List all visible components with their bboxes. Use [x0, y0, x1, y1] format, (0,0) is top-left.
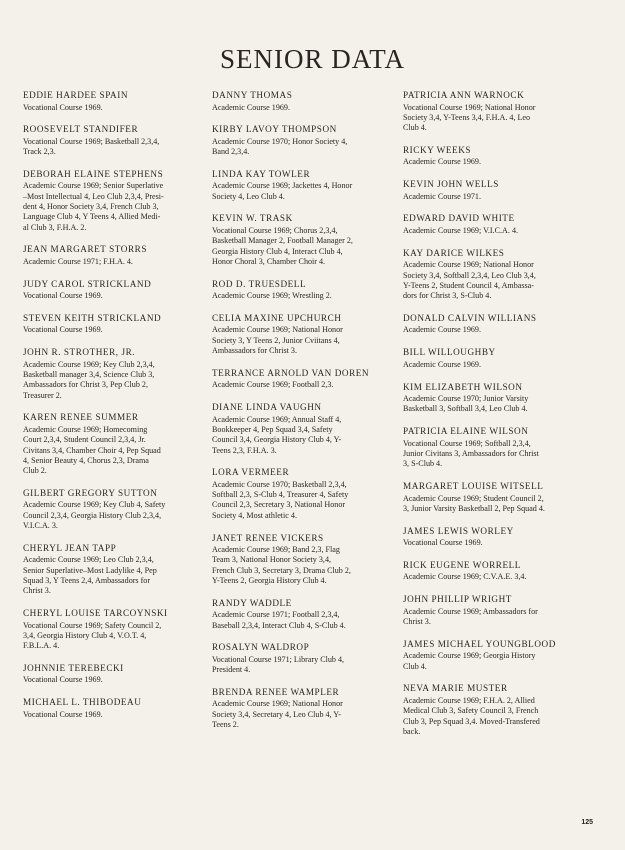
senior-name: EDDIE HARDEE SPAIN [23, 90, 129, 100]
senior-name: ROOSEVELT STANDIFER [23, 124, 139, 135]
senior-entry [23, 244, 213, 267]
senior-details: Vocational Course 1969. [403, 538, 483, 548]
senior-details: Academic Course 1969. [403, 359, 481, 369]
senior-name: RICKY WEEKS [403, 144, 472, 155]
senior-details: Academic Course 1969; Jackettes 4, Honor Society 4, Leo Club 4. [212, 181, 353, 201]
senior-name: DEBORAH ELAINE STEPHENS [23, 168, 164, 179]
senior-details: Academic Course 1970; Junior Varsity Basketball 3, Softball 3,4, Leo Club 4. [403, 394, 529, 414]
page-title: SENIOR DATA [219, 44, 406, 74]
senior-details: Vocational Course 1969; National Honor Society 3,4, Y-Teens 3,4, F.H.A. 4, Leo Club 4. [403, 102, 536, 133]
senior-name: RICK EUGENE WORRELL [403, 559, 521, 570]
senior-details: Academic Course 1969; Key Club 2,3,4, Basketball manager 3,4, Science Club 3, Ambassadors for Christ 3, Pep Club 2, Treasurer 2. [23, 359, 155, 400]
senior-entry [403, 683, 608, 737]
senior-entry [23, 608, 213, 651]
senior-details: Academic Course 1969; Key Club 4, Safety Council 2,3,4, Georgia History Club 2,3,4, V.I.C.A. 3. [23, 500, 166, 531]
senior-entry [212, 642, 402, 675]
senior-entry [23, 412, 213, 476]
senior-entry [403, 560, 608, 583]
senior-entry [403, 145, 608, 168]
senior-details: Academic Course 1971; F.H.A. 4. [23, 256, 133, 266]
senior-name: JOHN PHILLIP WRIGHT [403, 594, 512, 605]
senior-details: Academic Course 1969; Homecoming Court 2,3,4, Student Council 2,3,4, Jr. Civitans 3,4, Chamber Choir 4, Pep Squad 4, Senior Beauty 4, Chorus 2,3, Drama Club 2. [23, 424, 161, 476]
senior-entry [403, 213, 608, 236]
senior-entry [23, 124, 213, 157]
senior-details: Vocational Course 1969. [23, 291, 103, 301]
senior-details: Vocational Course 1969; Safety Council 2, 3,4, Georgia History Club 4, V.O.T. 4, F.B.L.A. 4. [23, 620, 162, 651]
senior-name: ROSALYN WALDROP [212, 642, 310, 653]
senior-details: Academic Course 1969; Wrestling 2. [212, 291, 332, 301]
senior-name: NEVA MARIE MUSTER [403, 683, 508, 694]
senior-name: JAMES LEWIS WORLEY [403, 525, 514, 536]
senior-details: Vocational Course 1969. [23, 675, 103, 685]
senior-entry [403, 382, 608, 415]
column-2 [212, 90, 402, 742]
senior-details: Vocational Course 1971; Library Club 4, President 4. [212, 654, 345, 675]
senior-details: Academic Course 1969; Annual Staff 4, Bookkeeper 4, Pep Squad 3,4, Safety Council 3,4, Georgia History Club 4, Y- Teens 2,3, F.H.A. 3. [212, 414, 342, 455]
senior-entry [23, 697, 213, 720]
senior-details: Academic Course 1969; F.H.A. 2, Allied Medical Club 3, Safety Council 3, French Club 3, Pep Squad 3,4. Moved-Transfered back. [403, 695, 540, 736]
senior-entry [23, 90, 213, 113]
senior-name: JAMES MICHAEL YOUNGBLOOD [403, 638, 556, 649]
senior-entry [403, 426, 608, 469]
senior-entry [212, 90, 402, 113]
senior-details: Academic Course 1969; C.V.A.E. 3,4. [403, 572, 527, 582]
senior-entry [212, 402, 402, 456]
senior-entry [212, 213, 402, 267]
senior-name: DIANE LINDA VAUGHN [212, 402, 322, 413]
senior-name: BILL WILLOUGHBY [403, 347, 496, 358]
senior-entry [403, 248, 608, 302]
senior-details: Academic Course 1969; National Honor Society 3, Y Teens 2, Junior Cviitans 4, Ambassadors for Christ 3. [212, 325, 343, 356]
senior-name: ROD D. TRUESDELL [212, 278, 307, 289]
senior-name: PATRICIA ANN WARNOCK [403, 90, 525, 100]
senior-details: Academic Course 1969; V.I.C.A. 4. [403, 225, 519, 235]
senior-entry [212, 467, 402, 521]
senior-entry [23, 543, 213, 597]
senior-details: Academic Course 1969. [403, 157, 481, 167]
senior-details: Academic Course 1970; Honor Society 4, Band 2,3,4. [212, 136, 348, 157]
senior-name: MICHAEL L. THIBODEAU [23, 697, 142, 708]
senior-details: Vocational Course 1969; Softball 2,3,4, Junior Civitans 3, Ambassadors for Christ 3, S-Club 4. [403, 438, 539, 469]
senior-name: CHERYL LOUISE TARCOYNSKI [23, 608, 168, 619]
senior-name: LORA VERMEER [212, 467, 290, 478]
senior-entry [23, 347, 213, 401]
senior-name: CELIA MAXINE UPCHURCH [212, 312, 342, 323]
senior-details: Academic Course 1969. [212, 102, 290, 112]
senior-details: Academic Course 1971. [403, 191, 481, 201]
senior-details: Academic Course 1969; Student Council 2, 3, Junior Varsity Basketball 2, Pep Squad 4. [403, 493, 545, 513]
senior-entry [23, 488, 213, 531]
senior-name: CHERYL JEAN TAPP [23, 542, 117, 553]
senior-details: Vocational Course 1969; Basketball 2,3,4, Track 2,3. [23, 136, 160, 157]
senior-details: Vocational Course 1969. [23, 709, 103, 719]
senior-name: GILBERT GREGORY SUTTON [23, 487, 158, 498]
senior-entry [212, 368, 402, 391]
senior-name: JOHNNIE TEREBECKI [23, 662, 124, 673]
senior-entry [212, 687, 402, 730]
senior-entry [403, 313, 608, 336]
senior-details: Academic Course 1971; Football 2,3,4, Baseball 2,3,4, Interact Club 4, S-Club 4. [212, 610, 346, 630]
senior-name: KIRBY LAVOY THOMPSON [212, 124, 337, 135]
senior-details: Academic Course 1969; Football 2,3. [212, 380, 334, 390]
senior-name: MARGARET LOUISE WITSELL [403, 481, 544, 492]
senior-name: KEVIN W. TRASK [212, 213, 293, 224]
senior-details: Academic Course 1969; Georgia History Club 4. [403, 651, 536, 671]
senior-details: Academic Course 1969; National Honor Society 3,4, Secretary 4, Leo Club 4, Y- Teens 2. [212, 699, 343, 729]
senior-entry [212, 124, 402, 157]
senior-entry [212, 598, 402, 631]
senior-details: Vocational Course 1969; Chorus 2,3,4, Basketball Manager 2, Football Manager 2, Georgia History Club 4, Interact Club 4, Honor Choral 3, Chamber Choir 4. [212, 225, 353, 266]
senior-details: Academic Course 1969; National Honor Society 3,4, Softball 2,3,4, Leo Club 3,4, Y-Teens 2, Student Council 4, Ambassa- dors for Christ 3, S-Club 4. [403, 260, 536, 301]
senior-name: KAY DARICE WILKES [403, 247, 505, 258]
senior-name: BRENDA RENEE WAMPLER [212, 686, 340, 697]
senior-details: Academic Course 1969. [403, 325, 481, 335]
senior-name: JUDY CAROL STRICKLAND [23, 278, 152, 289]
senior-entry [23, 279, 213, 302]
senior-entry [403, 179, 608, 202]
senior-name: DANNY THOMAS [212, 90, 293, 100]
senior-entry [403, 347, 608, 370]
senior-entry [403, 594, 608, 627]
senior-name: JOHN R. STROTHER, JR. [23, 347, 136, 358]
senior-name: STEVEN KEITH STRICKLAND [23, 312, 162, 323]
senior-name: PATRICIA ELAINE WILSON [403, 426, 529, 437]
senior-entry [23, 169, 213, 233]
column-3 [403, 90, 608, 749]
senior-name: KIM ELIZABETH WILSON [403, 381, 523, 392]
column-1 [23, 90, 213, 732]
senior-name: LINDA KAY TOWLER [212, 168, 311, 179]
senior-entry [403, 526, 608, 549]
senior-entry [212, 169, 402, 202]
senior-name: KAREN RENEE SUMMER [23, 412, 139, 423]
senior-details: Vocational Course 1969. [23, 102, 103, 112]
senior-entry [403, 90, 608, 133]
senior-entry [23, 313, 213, 336]
senior-details: Academic Course 1969; Ambassadors for Christ 3. [403, 606, 538, 627]
senior-entry [403, 639, 608, 672]
senior-name: DONALD CALVIN WILLIANS [403, 312, 537, 323]
senior-name: JEAN MARGARET STORRS [23, 244, 147, 255]
senior-details: Academic Course 1970; Basketball 2,3,4, Softball 2,3, S-Club 4, Treasurer 4, Safety Council 2,3, Secretary 3, National Honor Society 4, Most athletic 4. [212, 479, 349, 520]
senior-name: TERRANCE ARNOLD VAN DOREN [212, 367, 370, 378]
senior-name: JANET RENEE VICKERS [212, 532, 324, 543]
senior-name: RANDY WADDLE [212, 597, 292, 608]
senior-entry [403, 481, 608, 514]
senior-details: Vocational Course 1969. [23, 325, 103, 335]
senior-details: Academic Course 1969; Senior Superlative –Most Intellectual 4, Leo Club 2,3,4, Presi- dent 4, Honor Society 3,4, French Club 3, Language Club 4, Y Teens 4, Allied Medi- al Club 3, F.H.A. 2. [23, 181, 164, 232]
senior-name: EDWARD DAVID WHITE [403, 213, 515, 224]
senior-details: Academic Course 1969; Leo Club 2,3,4, Senior Superlative–Most Ladylike 4, Pep Squad 3, Y Teens 2,4, Ambassadors for Christ 3. [23, 555, 157, 596]
senior-name: KEVIN JOHN WELLS [403, 179, 499, 190]
page-number: 125 [581, 819, 593, 826]
senior-entry [212, 279, 402, 302]
senior-entry [212, 533, 402, 587]
senior-entry [212, 313, 402, 356]
senior-entry [23, 663, 213, 686]
senior-details: Academic Course 1969; Band 2,3, Flag Team 3, National Honor Society 3,4, French Club 3, Secretary 3, Drama Club 2, Y-Teens 2, Georgia History Club 4. [212, 545, 351, 585]
